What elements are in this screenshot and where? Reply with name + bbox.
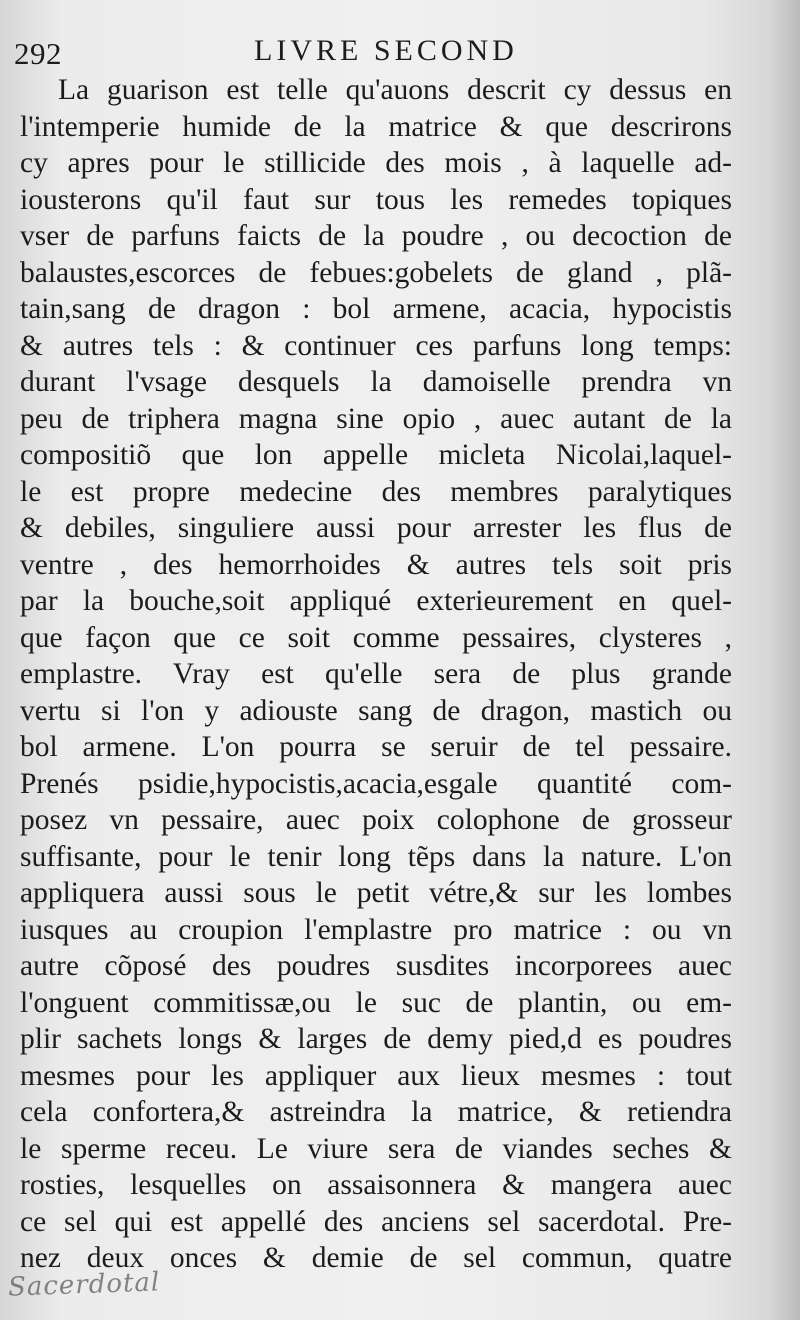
text-line: l'onguent commitissæ,ou le suc de plantin, ou em- — [20, 986, 732, 1019]
page-number: 292 — [14, 36, 62, 71]
text-line: tain,sang de dragon : bol armene, acacia, hypocistis — [20, 293, 732, 325]
text-line: balaustes,escorces de febues:gobelets de gland , plã- — [20, 256, 732, 289]
text-line: que façon que ce soit comme pessaires, clysteres , — [20, 621, 732, 654]
text-line: autre cõposé des poudres susdites incorporees auec — [20, 950, 732, 982]
text-line: appliquera aussi sous le petit vétre,& sur les lombes — [20, 877, 732, 909]
text-line: suffisante, pour le tenir long tẽps dans la nature. L'on — [20, 840, 732, 873]
running-head: LIVRE SECOND — [254, 34, 518, 67]
text-line: Prenés psidie,hypocistis,acacia,esgale quantité com- — [20, 767, 732, 800]
text-line: compositiõ que lon appelle micleta Nicolai,laquel- — [20, 439, 732, 471]
body-text — [20, 72, 732, 1277]
text-line: durant l'vsage desquels la damoiselle prendra vn — [20, 366, 732, 398]
text-line: bol armene. L'on pourra se seruir de tel pessaire. — [20, 731, 732, 763]
text-line: plir sachets longs & larges de demy pied,d es poudres — [20, 1023, 732, 1055]
text-line: par la bouche,soit appliqué exterieurement en quel- — [20, 585, 732, 617]
text-line: le est propre medecine des membres paralytiques — [20, 475, 732, 508]
text-line: vertu si l'on y adiouste sang de dragon, mastich ou — [20, 694, 732, 727]
text-line: & debiles, singuliere aussi pour arrester les flus de — [20, 512, 732, 544]
text-line: iousterons qu'il faut sur tous les remedes topiques — [20, 183, 732, 216]
text-line: mesmes pour les appliquer aux lieux mesmes : tout — [20, 1059, 732, 1092]
handwritten-signature: Sacerdotal — [7, 1267, 161, 1303]
text-line: emplastre. Vray est qu'elle sera de plus grande — [20, 658, 732, 690]
text-line: iusques au croupion l'emplastre pro matrice : ou vn — [20, 913, 732, 946]
page-header — [14, 32, 774, 72]
page-edge-shadow — [770, 0, 800, 1320]
text-line: & autres tels : & continuer ces parfuns long temps: — [20, 329, 732, 362]
text-line: La guarison est telle qu'auons descrit cy dessus en — [58, 74, 732, 106]
text-line: ce sel qui est appellé des anciens sel sacerdotal. Pre- — [20, 1205, 732, 1238]
text-line: posez vn pessaire, auec poix colophone de grosseur — [20, 804, 732, 836]
text-line: vser de parfuns faicts de la poudre , ou decoction de — [20, 220, 732, 252]
text-line: cy apres pour le stillicide des mois , à laquelle ad- — [20, 147, 732, 179]
text-line: nez deux onces & demie de sel commun, quatre — [20, 1242, 732, 1274]
text-line: rosties, lesquelles on assaisonnera & mangera auec — [20, 1169, 732, 1201]
text-line: l'intemperie humide de la matrice & que descrirons — [20, 110, 732, 143]
text-line: cela confortera,& astreindra la matrice, & retiendra — [20, 1096, 732, 1128]
text-line: le sperme receu. Le viure sera de viandes seches & — [20, 1132, 732, 1165]
text-line: ventre , des hemorrhoides & autres tels soit pris — [20, 548, 732, 581]
text-line: peu de triphera magna sine opio , auec autant de la — [20, 402, 732, 435]
